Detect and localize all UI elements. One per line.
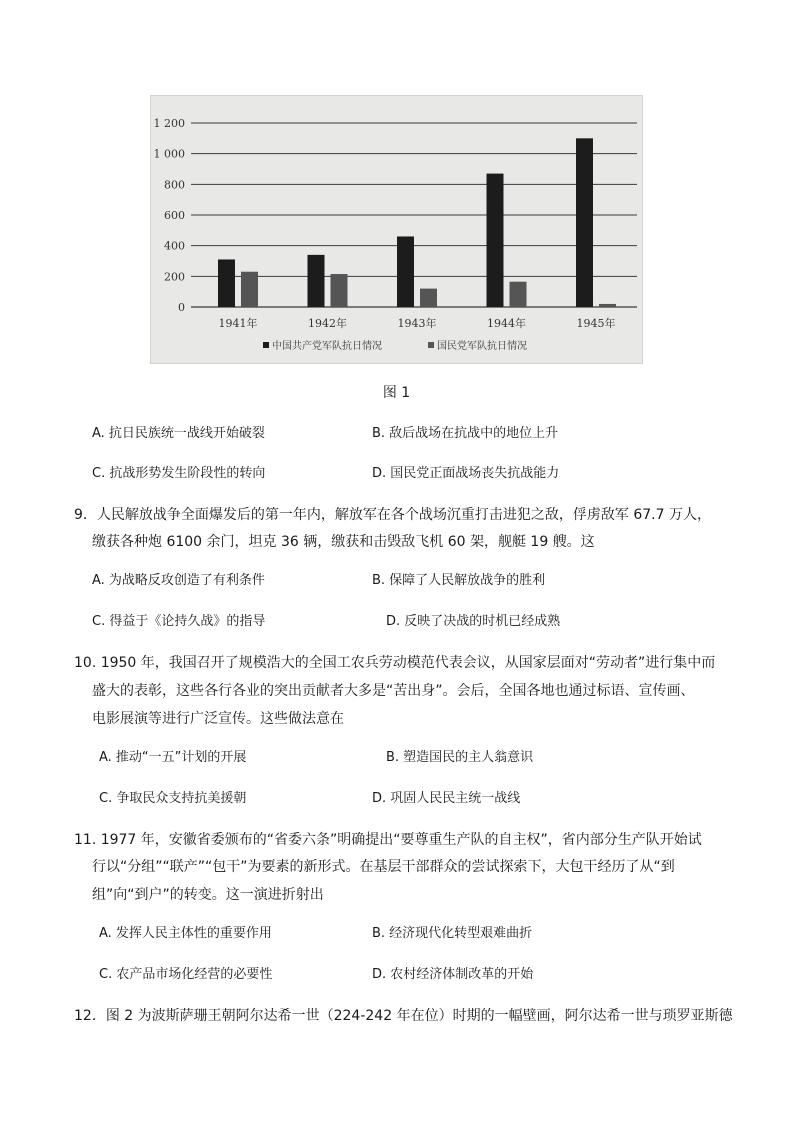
- q11-option-c: C. 农产品市场化经营的必要性: [99, 967, 273, 982]
- q9-option-a: A. 为战略反攻创造了有利条件: [92, 573, 265, 588]
- bar: [420, 289, 437, 307]
- q9-stem-line1: 9．人民解放战争全面爆发后的第一年内，解放军在各个战场沉重打击进犯之敌，俘虏敌军 67.7 万人，: [74, 507, 711, 523]
- y-tick-label: 600: [164, 209, 185, 222]
- y-tick-label: 1 200: [153, 117, 185, 130]
- legend-swatch: [263, 342, 269, 348]
- q10-option-b: B. 塑造国民的主人翁意识: [386, 750, 534, 765]
- q10-option-a: A. 推动“一五”计划的开展: [99, 750, 247, 765]
- q11-stem-line2: 行以“分组”“联产”“包干”为要素的新形式。在基层干部群众的尝试探索下，大包干经历了从“到: [92, 859, 675, 875]
- q8-option-b: B. 敌后战场在抗战中的地位上升: [372, 426, 559, 441]
- bar: [576, 138, 593, 307]
- x-tick-label: 1941年: [218, 317, 258, 330]
- q11-stem-line3: 组”向“到户”的转变。这一演进折射出: [92, 887, 324, 903]
- q9-option-c: C. 得益于《论持久战》的指导: [92, 614, 266, 629]
- q10-stem-line3: 电影展演等进行广泛宣传。这些做法意在: [92, 711, 344, 727]
- x-tick-label: 1944年: [487, 317, 526, 330]
- legend-swatch: [428, 342, 434, 348]
- legend-label: 国民党军队抗日情况: [437, 341, 527, 352]
- y-tick-label: 0: [178, 301, 185, 314]
- q11-option-d: D. 农村经济体制改革的开始: [372, 967, 534, 982]
- y-tick-label: 800: [164, 178, 185, 192]
- bar: [599, 304, 616, 307]
- q8-option-a: A. 抗日民族统一战线开始破裂: [92, 426, 265, 441]
- q8-option-d: D. 国民党正面战场丧失抗战能力: [372, 466, 560, 481]
- bar: [487, 174, 504, 307]
- bar: [397, 236, 414, 307]
- q9-stem-line2: 缴获各种炮 6100 余门，坦克 36 辆，缴获和击毁敌飞机 60 架，舰艇 19 艘。这: [92, 534, 595, 550]
- x-tick-label: 1942年: [308, 317, 347, 330]
- q11-option-a: A. 发挥人民主体性的重要作用: [99, 926, 272, 941]
- q10-stem-line1: 10. 1950 年，我国召开了规模浩大的全国工农兵劳动模范代表会议，从国家层面对“劳动者”进行集中而: [74, 655, 716, 671]
- q12-stem-line1: 12．图 2 为波斯萨珊王朝阿尔达希一世（224-242 年在位）时期的一幅壁画，阿尔达希一世与琐罗亚斯德: [74, 1008, 733, 1024]
- bar: [331, 274, 348, 307]
- bar-chart: [151, 96, 642, 363]
- q10-option-c: C. 争取民众支持抗美援朝: [99, 791, 247, 806]
- q11-stem-line1: 11. 1977 年，安徽省委颁布的“省委六条”明确提出“要尊重生产队的自主权”，省内部分生产队开始试: [74, 832, 702, 848]
- y-tick-label: 1 000: [153, 147, 185, 161]
- legend-label: 中国共产党军队抗日情况: [272, 341, 382, 352]
- bar: [241, 272, 258, 307]
- x-tick-label: 1943年: [397, 317, 437, 330]
- bar: [218, 259, 235, 307]
- figure-caption: 图 1: [382, 385, 411, 401]
- x-tick-label: 1945年: [576, 317, 616, 330]
- q10-stem-line2: 盛大的表彰，这些各行各业的突出贡献者大多是“苦出身”。会后，全国各地也通过标语、宣传画、: [92, 683, 695, 699]
- q10-option-d: D. 巩固人民民主统一战线: [372, 791, 521, 806]
- bar: [510, 282, 527, 307]
- y-tick-label: 400: [164, 239, 185, 253]
- bar: [308, 255, 325, 307]
- q9-option-b: B. 保障了人民解放战争的胜利: [372, 573, 546, 588]
- bar-chart-figure: [150, 95, 643, 364]
- q9-option-d: D. 反映了决战的时机已经成熟: [386, 614, 561, 629]
- q8-option-c: C. 抗战形势发生阶段性的转向: [92, 466, 266, 481]
- q11-option-b: B. 经济现代化转型艰难曲折: [372, 926, 533, 941]
- y-tick-label: 200: [164, 270, 185, 284]
